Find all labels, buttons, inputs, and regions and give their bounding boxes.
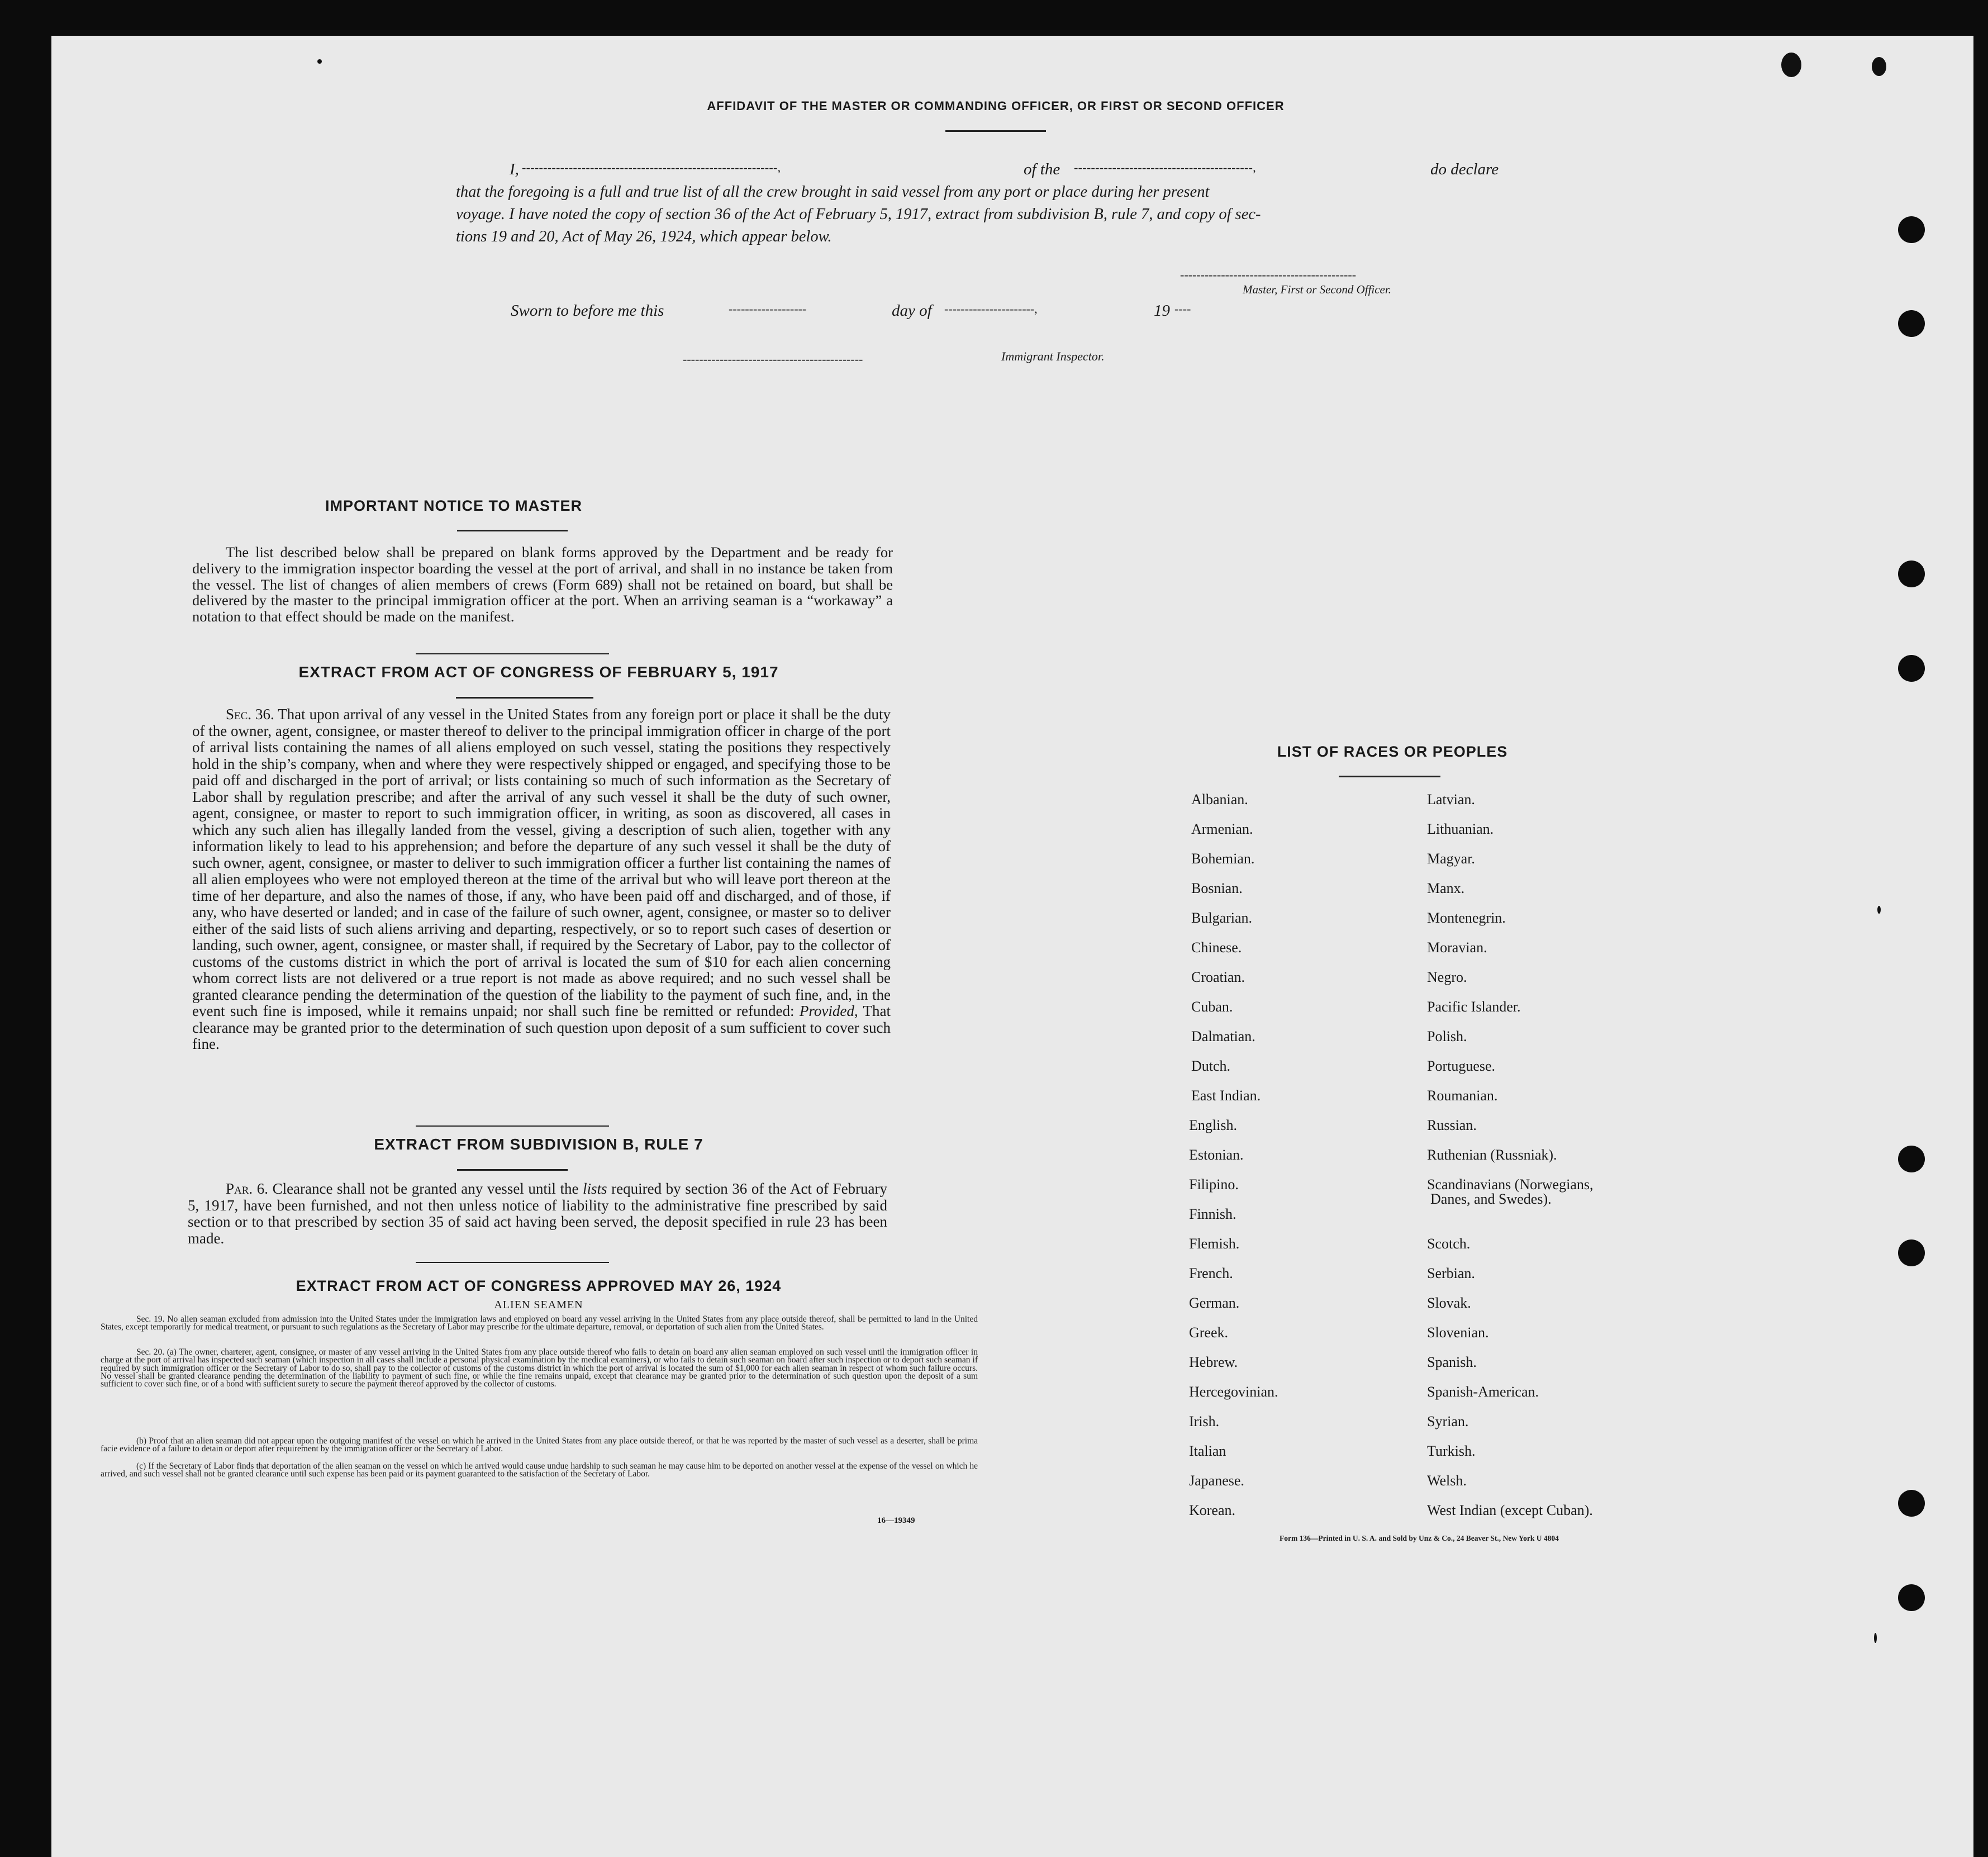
race-left-item: Filipino. [1189,1176,1239,1193]
document-page [51,36,1973,1857]
race-left-item: Korean. [1189,1502,1236,1518]
sec20c-text: (c) If the Secretary of Labor finds that deportation of the alien seaman on the vessel on which he arrived would cause undue hardship to such seaman he may cause him to be deported on another vessel at the expense of the vessel on which he arrived, and such vessel shall not be granted clearance until such expense has been paid or its payment guaranteed to the satisfaction of the Secretary of Labor. [101,1461,978,1479]
race-right-item: Magyar. [1427,851,1475,867]
notice-title-rule [457,530,568,531]
sworn-month-blank: ----------------------, [944,302,1038,316]
printer-imprint: Form 136—Printed in U. S. A. and Sold by Unz & Co., 24 Beaver St., New York U 4804 [1280,1534,1559,1542]
punch-hole [1898,655,1925,682]
race-right-item: Turkish. [1427,1443,1476,1459]
race-left-item: Greek. [1189,1324,1229,1341]
sec20a-text: Sec. 20. (a) The owner, charterer, agent, consignee, or master of any vessel arriving in the United States from any place outside thereof who fails to detain on board any alien seaman employed on such vessel until the immigration officer in charge at the port of arrival has inspected such seaman (which inspection in all cases shall include a personal physical examination by the medical examiners), or who fails to detain such seaman on board after such inspection or to deport such seaman if required by such immigration officer or the Secretary of Labor to do so, shall pay to the collector of customs of the customs district in which the port of arrival is located the sum of $1,000 for each alien seaman in respect of whom such failure occurs. No vessel shall be granted clearance pending the determination of the liability to payment of such fine, or while the fine remains unpaid, except that clearance may be granted prior to the determination of such question upon the deposit of a sum sufficient to cover such fine, or of a bond with sufficient surety to secure the payment thereof approved by the collector of customs. [101,1347,978,1389]
race-left-item: Hercegovinian. [1189,1384,1278,1400]
race-right-item: Scotch. [1427,1236,1471,1252]
race-right-item: Spanish-American. [1427,1384,1539,1400]
sec36-text: That upon arrival of any vessel in the United States from any foreign port or place it shall be the duty of the owner, agent, consignee, or master thereof to deliver to the principal immigration officer in charge of the port of arrival lists containing the names of all aliens employed on such vessel, stating the positions they respectively hold in the ship’s company, when and where they were respectively shipped or engaged, and specifying those to be paid off and discharged in the port of arrival; or lists containing so much of such information as the Secretary of Labor shall by regulation prescribe; and after the arrival of any such vessel it shall be the duty of such owner, agent, consignee, or master to report to such immigration officer, in writing, as soon as discovered, all cases in which any such alien has illegally landed from the vessel, giving a description of such alien, together with any information likely to lead to his apprehension; and before the departure of any such vessel it shall be the duty of such owner, agent, consignee, or master to deliver to such immigration officer a further list containing the names of all alien employees who were not employed thereon at the time of the arrival but who will leave port thereon at the time of her departure, and also the names of those, if any, who have been paid off and discharged, and of those, if any, who have deserted or landed; and in case of the failure of such owner, agent, consignee, or master so to deliver either of the said lists of such aliens arriving and departing, respectively, or so to report such cases of desertion or landing, such owner, agent, consignee, or master shall, if required by the Secretary of Labor, pay to the collector of customs of the customs district in which the port of arrival is located the sum of $10 for each alien concerning whom correct lists are not delivered or a true report is not made as above required; and no such vessel shall be granted clearance pending the determination of the question of the liability to the payment of such fine, and, in the event such fine is imposed, while it remains unpaid; nor shall such fine be remitted or refunded: [192,706,891,1019]
sec19-text: Sec. 19. No alien seaman excluded from admission into the United States under the immigration laws and employed on board any vessel arriving in the United States from any place outside thereof, shall be permitted to land in the United States, except temporarily for medical treatment, or pursuant to such regulations as the Secretary of Labor may prescribe for the ultimate departure, removal, or deportation of such alien from the United States. [101,1314,978,1332]
race-right-item: Russian. [1427,1117,1477,1133]
race-right-item: Scandinavians (Norwegians, [1427,1176,1594,1193]
punch-hole [1898,1490,1925,1517]
races-title: LIST OF RACES OR PEOPLES [1277,743,1508,760]
master-signature-line: ------------------------------------------- [1180,268,1357,282]
sec20b-text: (b) Proof that an alien seaman did not appear upon the outgoing manifest of the vessel on which he arrived in the United States from any place outside thereof, or that he was reported by the master of such vessel as a deserter, shall be prima facie evidence of a failure to detain or deport after requirement by the immigration officer or the Secretary of Labor. [101,1436,978,1454]
scan-speck [1781,53,1801,77]
race-right-item: Serbian. [1427,1265,1475,1281]
rule7-text-a: Clearance shall not be granted any vessel until the [272,1180,579,1197]
punch-hole [1898,561,1925,587]
race-left-item: Bohemian. [1191,851,1255,867]
races-title-rule [1339,776,1440,777]
affidavit-line4: tions 19 and 20, Act of May 26, 1924, which appear below. [456,228,832,245]
extract1917-title-rule [456,697,593,699]
race-right-item: Negro. [1427,969,1467,985]
lists-word: lists [583,1180,607,1197]
race-right-item: Pacific Islander. [1427,999,1521,1015]
sworn-year: 19 [1154,302,1170,320]
race-right-item: Ruthenian (Russniak). [1427,1147,1557,1163]
sec36-text-end: That clearance may be granted prior to the determination of such question upon deposit of a sum sufficient to cover such fine. [192,1003,891,1052]
race-left-item: Armenian. [1191,821,1253,837]
race-right-item: Moravian. [1427,939,1487,956]
race-right-item: Montenegrin. [1427,910,1506,926]
race-left-item: Bulgarian. [1191,910,1253,926]
race-left-item: Dutch. [1191,1058,1231,1074]
race-left-item: German. [1189,1295,1240,1311]
affidavit-title-rule [945,130,1046,132]
affidavit-vessel-blank: ------------------------------------------, [1074,160,1257,174]
extract1924-title: EXTRACT FROM ACT OF CONGRESS APPROVED MAY 26, 1924 [296,1277,782,1294]
rule7-title-rule [457,1169,568,1171]
sworn-year-blank: ---- [1174,302,1191,316]
affidavit-line3: voyage. I have noted the copy of section 36 of the Act of February 5, 1917, extract from subdivision B, rule 7, and copy of sec- [456,206,1261,223]
race-right-item: West Indian (except Cuban). [1427,1502,1593,1518]
punch-hole [1898,1584,1925,1611]
par6-label: Par. 6. [226,1180,268,1197]
punch-hole [1898,1146,1925,1172]
race-left-item: Croatian. [1191,969,1245,985]
form-code: 16—19349 [877,1516,915,1525]
master-signature-label: Master, First or Second Officer. [1243,283,1391,296]
scan-speck [1874,1633,1877,1643]
race-left-item: East Indian. [1191,1087,1261,1104]
race-right-item: Danes, and Swedes). [1430,1191,1552,1207]
extract1917-divider [416,1125,609,1127]
race-left-item: Irish. [1189,1413,1220,1429]
race-left-item: Japanese. [1189,1473,1244,1489]
rule7-title: EXTRACT FROM SUBDIVISION B, RULE 7 [374,1136,703,1153]
rule7-text-b: required by section 36 of the Act of February 5, 1917, have been furnished, and not then unless notice of liability to the administrative fine prescribed by said section or to that prescribed by section 35 of said act having been served, the deposit specified in rule 23 has been made. [188,1180,888,1247]
rule7-divider [416,1262,609,1263]
race-left-item: English. [1189,1117,1237,1133]
provided-word: Provided, [799,1003,858,1019]
race-right-item: Roumanian. [1427,1087,1498,1104]
notice-title: IMPORTANT NOTICE TO MASTER [325,497,582,514]
race-left-item: Italian [1189,1443,1226,1459]
race-left-item: Flemish. [1189,1236,1240,1252]
race-right-item: Welsh. [1427,1473,1467,1489]
notice-body: The list described below shall be prepared on blank forms approved by the Department and be ready for delivery to the immigration inspector boarding the vessel at the port of arrival, and shall in no instance be taken from the vessel. The list of changes of alien members of crews (Form 689) shall not be retained on board, but shall be delivered by the master to the principal immigration officer at the port. When an arriving seaman is a “workaway” a notation to that effect should be made on the manifest. [192,544,893,625]
race-left-item: Chinese. [1191,939,1242,956]
affidavit-name-blank: ------------------------------------------------------------, [522,160,781,174]
affidavit-line1-of-the: of the [1024,160,1060,178]
race-right-item: Latvian. [1427,791,1475,808]
race-right-item: Lithuanian. [1427,821,1494,837]
extract1924-subtitle: ALIEN SEAMEN [494,1299,583,1311]
race-left-item: Hebrew. [1189,1354,1238,1370]
scan-speck [317,59,322,64]
sworn-day-of: day of [892,302,932,320]
race-left-item: Cuban. [1191,999,1233,1015]
affidavit-line2: that the foregoing is a full and true list of all the crew brought in said vessel from any port or place during her present [456,183,1210,201]
extract1917-body [192,706,891,1053]
race-right-item: Manx. [1427,880,1465,896]
punch-hole [1898,310,1925,337]
affidavit-line1-declare: do declare [1430,160,1499,178]
notice-divider [416,653,609,654]
race-left-item: French. [1189,1265,1233,1281]
sworn-day-blank: ------------------- [729,302,807,316]
affidavit-title: AFFIDAVIT OF THE MASTER OR COMMANDING OFFICER, OR FIRST OR SECOND OFFICER [707,99,1285,113]
scan-speck [1872,57,1886,76]
punch-hole [1898,1239,1925,1266]
race-left-item: Estonian. [1189,1147,1244,1163]
inspector-label: Immigrant Inspector. [1001,349,1105,363]
race-left-item: Bosnian. [1191,880,1243,896]
inspector-signature-line: -------------------------------------------- [683,352,863,366]
race-left-item: Finnish. [1189,1206,1236,1222]
race-right-item: Slovak. [1427,1295,1471,1311]
race-right-item: Spanish. [1427,1354,1477,1370]
sworn-text: Sworn to before me this [511,302,664,320]
scan-speck [1877,906,1881,914]
rule7-body [188,1181,887,1247]
race-left-item: Albanian. [1191,791,1248,808]
race-right-item: Polish. [1427,1028,1467,1044]
race-left-item: Dalmatian. [1191,1028,1255,1044]
sec36-label: Sec. 36. [226,706,274,723]
race-right-item: Syrian. [1427,1413,1469,1429]
punch-hole [1898,216,1925,243]
race-right-item: Slovenian. [1427,1324,1489,1341]
race-right-item: Portuguese. [1427,1058,1496,1074]
affidavit-line1-i: I, [510,160,519,178]
extract1917-title: EXTRACT FROM ACT OF CONGRESS OF FEBRUARY 5, 1917 [298,663,779,681]
